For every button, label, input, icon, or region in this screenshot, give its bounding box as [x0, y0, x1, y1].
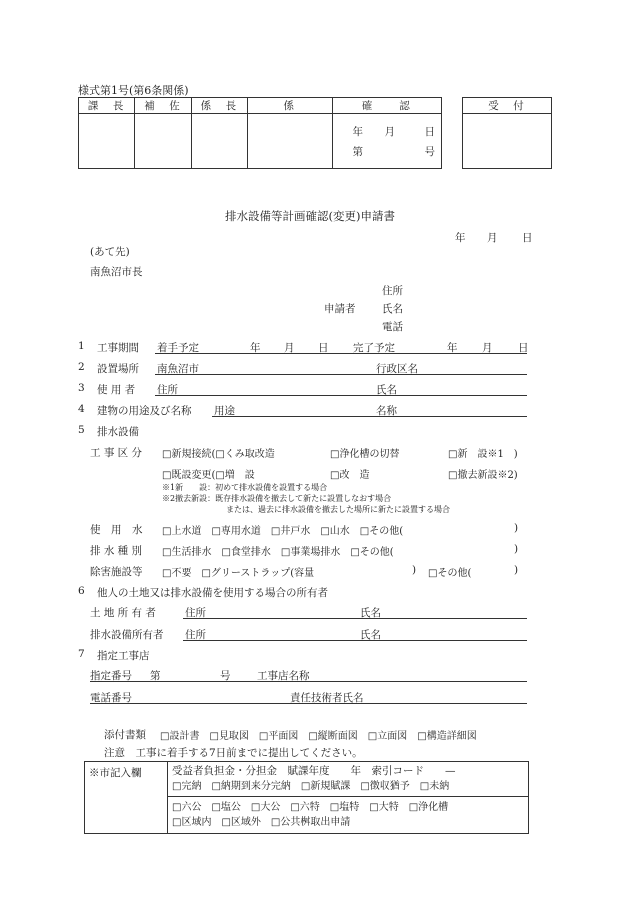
approval-stamp-deputy[interactable]: [135, 114, 191, 169]
applicant-address-label: 住所: [382, 285, 403, 297]
approval-confirm-cell[interactable]: [332, 114, 442, 169]
approval-header-confirm: 確 認: [332, 98, 442, 114]
confirm-month: 月: [384, 126, 395, 138]
s2-district-label: 行政区名: [376, 363, 418, 375]
s4-number: 4: [78, 403, 85, 415]
s1-end-day: 日: [518, 342, 529, 354]
s7-number: 7: [78, 648, 85, 660]
s1-end-month: 月: [482, 342, 493, 354]
designation-number-label: 指定番号: [90, 670, 132, 682]
date-year: 年: [455, 232, 466, 244]
work-type-new-connection[interactable]: □新規接続(□くみ取改造: [162, 449, 275, 460]
s2-number: 2: [78, 361, 85, 373]
office-use-row4[interactable]: □区域内 □区域外 □公共桝取出申請: [172, 817, 351, 828]
s1-start-label: 着手予定: [157, 342, 199, 354]
s1-start-year: 年: [250, 342, 261, 354]
s4-label: 建物の用途及び名称: [97, 405, 192, 417]
s3-number: 3: [78, 382, 85, 394]
s5-number: 5: [78, 424, 85, 436]
water-use-label: 使 用 水: [90, 524, 143, 536]
approval-stamp-section-chief[interactable]: [191, 114, 247, 169]
s2-location-field[interactable]: [155, 360, 527, 375]
engineer-label: 責任技術者氏名: [290, 692, 364, 704]
s1-label: 工事期間: [97, 342, 139, 354]
confirm-no: 第: [352, 146, 363, 158]
office-use-label: ※市記入欄: [85, 762, 168, 834]
drain-owner-label: 排水設備所有者: [90, 629, 164, 641]
s1-start-month: 月: [284, 342, 295, 354]
page-title: 排水設備等計画確認(変更)申請書: [225, 209, 395, 223]
land-owner-name-label: 氏名: [360, 607, 381, 619]
work-type-note3: または、過去に排水設備を撤去した場所に新たに設置する場合: [226, 505, 450, 514]
removal-label: 除害施設等: [90, 566, 143, 578]
confirm-go: 号: [424, 146, 435, 158]
drain-owner-address-label: 住所: [185, 629, 206, 641]
drain-owner-name-label: 氏名: [360, 629, 381, 641]
s1-end-year: 年: [447, 342, 458, 354]
designation-go: 号: [220, 670, 231, 682]
s2-label: 設置場所: [97, 363, 139, 375]
removal-other[interactable]: □その他(: [428, 568, 472, 579]
phone-number-label: 電話番号: [90, 692, 132, 704]
approval-header-section-chief: 係 長: [191, 98, 247, 114]
approval-stamp-staff[interactable]: [248, 114, 332, 169]
s2-city: 南魚沼市: [157, 363, 199, 375]
work-type-septic-switch[interactable]: □浄化槽の切替: [330, 449, 400, 460]
drain-type-options[interactable]: □生活排水 □食堂排水 □事業場排水 □その他(: [162, 547, 394, 558]
confirm-day: 日: [424, 126, 435, 138]
s1-period-field[interactable]: [155, 339, 527, 354]
reception-box: [462, 97, 552, 169]
office-use-box: [84, 761, 529, 834]
water-use-close: ): [514, 522, 519, 534]
approval-header-deputy: 補 佐: [135, 98, 191, 114]
office-use-row3[interactable]: □六公 □塩公 □大公 □六特 □塩特 □大特 □浄化槽: [172, 802, 449, 813]
work-type-remove-reinstall[interactable]: □撤去新設※2): [448, 470, 518, 481]
date-day: 日: [522, 232, 533, 244]
reception-stamp[interactable]: [463, 114, 552, 169]
land-owner-label: 土 地 所 有 者: [90, 607, 156, 619]
land-owner-address-label: 住所: [185, 607, 206, 619]
s4-building-field[interactable]: [212, 402, 527, 417]
work-type-label: 工 事 区 分: [90, 447, 143, 459]
attachments-options[interactable]: □設計書 □見取図 □平面図 □縦断面図 □立面図 □構造詳細図: [160, 731, 477, 742]
removal-close1: ): [412, 564, 417, 576]
s6-number: 6: [78, 585, 85, 597]
s7-label: 指定工事店: [97, 650, 150, 662]
land-owner-field[interactable]: [183, 604, 527, 619]
removal-options[interactable]: □不要 □グリーストラップ(容量: [162, 568, 315, 579]
s1-number: 1: [78, 340, 85, 352]
designation-dai: 第: [150, 670, 161, 682]
shop-name-label: 工事店名称: [257, 670, 310, 682]
office-use-row2[interactable]: □完納 □納期到来分完納 □新規賦課 □徴収猶予 □未納: [172, 781, 450, 792]
s1-end-label: 完了予定: [353, 342, 395, 354]
confirm-year: 年: [352, 126, 363, 138]
date-month: 月: [487, 232, 498, 244]
office-use-area-cell[interactable]: [168, 797, 529, 834]
approval-header-chief: 課 長: [79, 98, 135, 114]
mayor: 南魚沼市長: [90, 266, 143, 278]
s4-name-label: 名称: [376, 405, 397, 417]
applicant-phone-label: 電話: [382, 321, 403, 333]
drain-type-label: 排 水 種 別: [90, 545, 143, 557]
s3-address-label: 住所: [157, 384, 178, 396]
form-number: 様式第1号(第6条関係): [78, 84, 189, 97]
s6-label: 他人の土地又は排水設備を使用する場合の所有者: [97, 587, 328, 599]
approval-header-staff: 係: [248, 98, 332, 114]
water-use-options[interactable]: □上水道 □専用水道 □井戸水 □山水 □その他(: [162, 526, 404, 537]
attachments-label: 添付書類: [104, 729, 146, 741]
work-type-remodel[interactable]: □改 造: [330, 470, 370, 481]
s3-name-label: 氏名: [376, 384, 397, 396]
s1-start-day: 日: [318, 342, 329, 354]
office-use-payment-cell[interactable]: [168, 762, 529, 797]
approval-table: [78, 97, 442, 169]
s3-user-field[interactable]: [155, 381, 527, 396]
addressee: (あて先): [90, 246, 130, 258]
drain-owner-field[interactable]: [183, 626, 527, 641]
applicant-label: 申請者: [324, 303, 356, 315]
work-type-new-install[interactable]: □新 設※1 ): [448, 449, 518, 460]
removal-close2: ): [514, 564, 519, 576]
applicant-name-label: 氏名: [382, 303, 403, 315]
reception-header: 受 付: [463, 98, 552, 114]
work-type-note2: ※2撤去新設：既存排水設備を撤去して新たに設置しなおす場合: [162, 494, 392, 503]
s3-label: 使 用 者: [97, 384, 136, 396]
s4-use-label: 用途: [214, 405, 235, 417]
notice: 注意 工事に着手する7日前までに提出してください。: [104, 747, 363, 759]
office-use-row1: 受益者負担金・分担金 賦課年度 年 索引コード —: [172, 765, 456, 777]
drain-type-close: ): [514, 543, 519, 555]
work-type-note1: ※1新 設：初めて排水設備を設置する場合: [162, 483, 328, 492]
work-type-existing-change[interactable]: □既設変更(□増 設: [162, 470, 255, 481]
s5-label: 排水設備: [97, 426, 139, 438]
approval-stamp-chief[interactable]: [79, 114, 135, 169]
